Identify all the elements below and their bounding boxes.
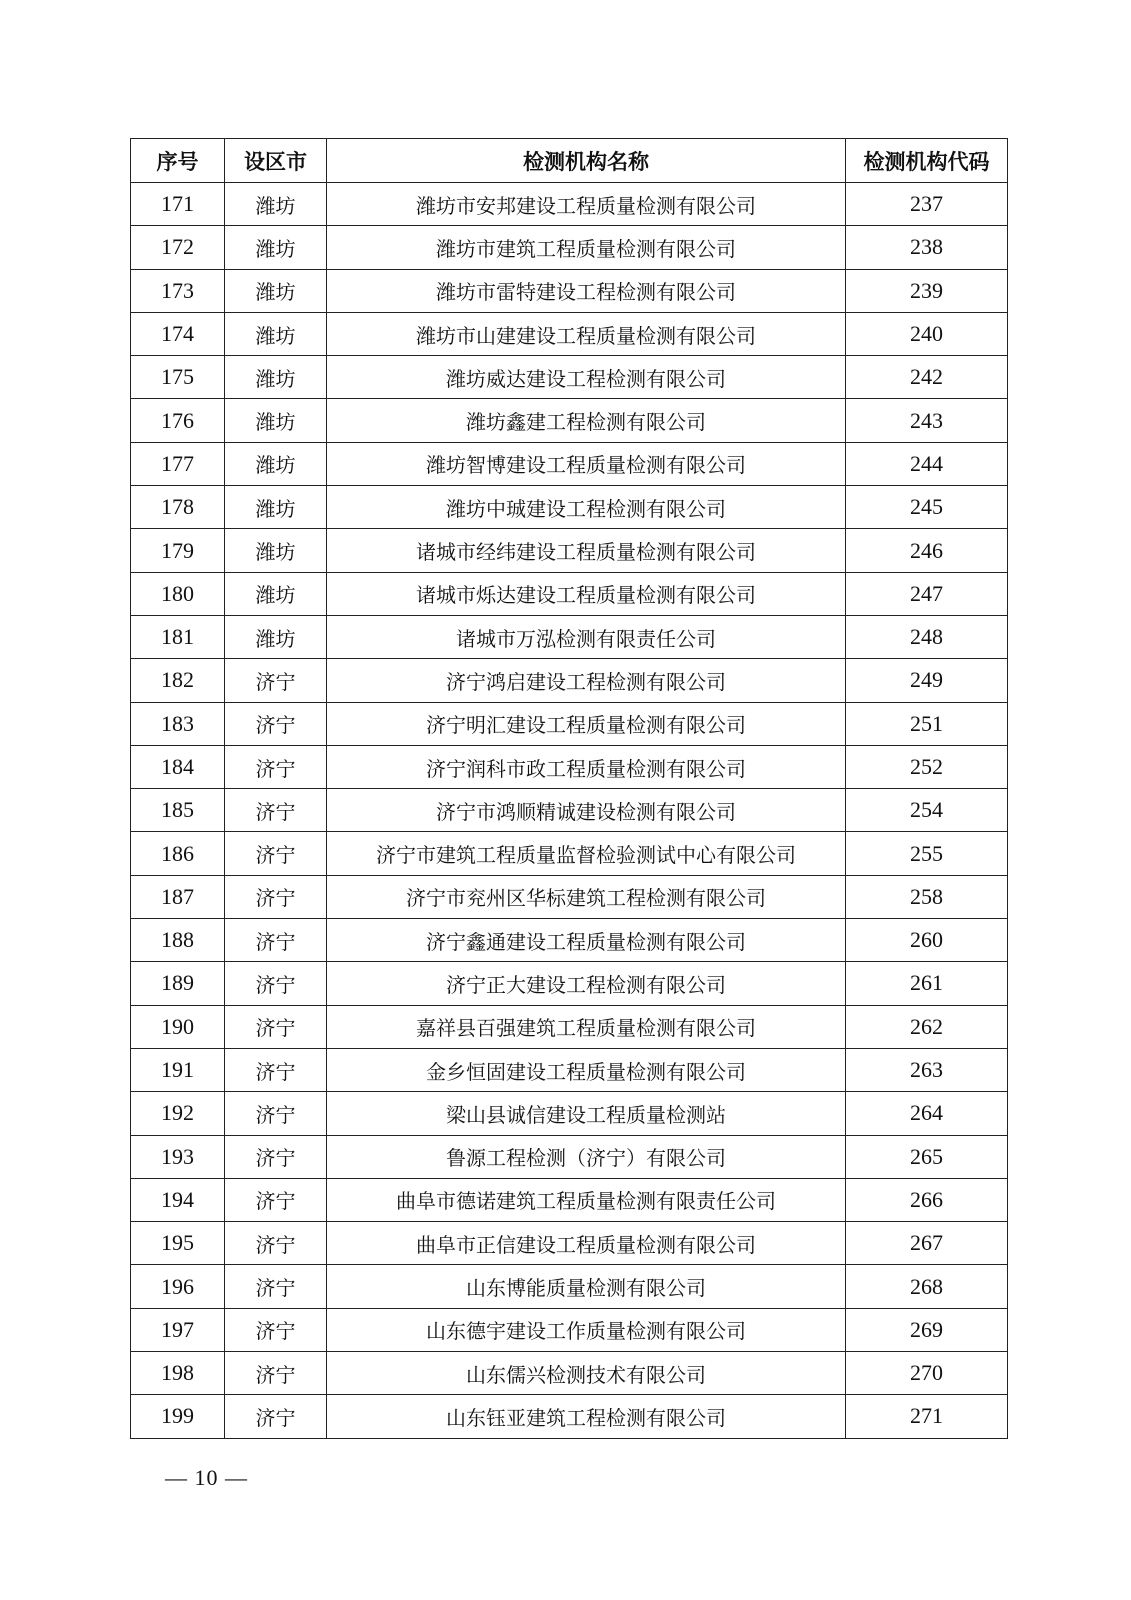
table-row bbox=[131, 1308, 1008, 1351]
cell-city: 济宁 bbox=[225, 745, 327, 788]
cell-city: 潍坊 bbox=[225, 312, 327, 355]
table-row bbox=[131, 615, 1008, 658]
cell-institution-name: 潍坊市安邦建设工程质量检测有限公司 bbox=[327, 183, 846, 226]
cell-city: 济宁 bbox=[225, 1005, 327, 1048]
cell-institution-name: 济宁明汇建设工程质量检测有限公司 bbox=[327, 702, 846, 745]
cell-institution-code: 239 bbox=[846, 269, 1008, 312]
table-row bbox=[131, 919, 1008, 962]
table-row bbox=[131, 399, 1008, 442]
table-row bbox=[131, 659, 1008, 702]
cell-institution-name: 山东德宇建设工作质量检测有限公司 bbox=[327, 1308, 846, 1351]
cell-institution-code: 270 bbox=[846, 1352, 1008, 1395]
cell-serial-number: 197 bbox=[131, 1308, 225, 1351]
cell-institution-name: 山东钰亚建筑工程检测有限公司 bbox=[327, 1395, 846, 1438]
cell-serial-number: 177 bbox=[131, 442, 225, 485]
cell-city: 济宁 bbox=[225, 702, 327, 745]
cell-institution-code: 268 bbox=[846, 1265, 1008, 1308]
cell-institution-name: 济宁市鸿顺精诚建设检测有限公司 bbox=[327, 789, 846, 832]
cell-city: 济宁 bbox=[225, 1178, 327, 1221]
cell-institution-code: 244 bbox=[846, 442, 1008, 485]
table-row bbox=[131, 1135, 1008, 1178]
cell-city: 潍坊 bbox=[225, 183, 327, 226]
page-number: — 10 — bbox=[165, 1465, 248, 1490]
cell-institution-name: 潍坊市建筑工程质量检测有限公司 bbox=[327, 226, 846, 269]
cell-institution-name: 济宁市建筑工程质量监督检验测试中心有限公司 bbox=[327, 832, 846, 875]
cell-institution-code: 237 bbox=[846, 183, 1008, 226]
cell-serial-number: 173 bbox=[131, 269, 225, 312]
cell-institution-name: 嘉祥县百强建筑工程质量检测有限公司 bbox=[327, 1005, 846, 1048]
cell-serial-number: 185 bbox=[131, 789, 225, 832]
cell-institution-name: 山东儒兴检测技术有限公司 bbox=[327, 1352, 846, 1395]
cell-city: 潍坊 bbox=[225, 486, 327, 529]
table-row bbox=[131, 529, 1008, 572]
cell-institution-code: 246 bbox=[846, 529, 1008, 572]
cell-city: 济宁 bbox=[225, 962, 327, 1005]
table-row bbox=[131, 1092, 1008, 1135]
cell-institution-code: 255 bbox=[846, 832, 1008, 875]
table-body bbox=[131, 183, 1008, 1439]
table-row bbox=[131, 702, 1008, 745]
cell-serial-number: 190 bbox=[131, 1005, 225, 1048]
cell-institution-name: 潍坊威达建设工程检测有限公司 bbox=[327, 356, 846, 399]
cell-city: 济宁 bbox=[225, 832, 327, 875]
cell-serial-number: 172 bbox=[131, 226, 225, 269]
cell-city: 济宁 bbox=[225, 1308, 327, 1351]
cell-institution-name: 山东博能质量检测有限公司 bbox=[327, 1265, 846, 1308]
cell-institution-code: 247 bbox=[846, 572, 1008, 615]
cell-serial-number: 174 bbox=[131, 312, 225, 355]
cell-city: 济宁 bbox=[225, 1135, 327, 1178]
table-row bbox=[131, 745, 1008, 788]
table-row bbox=[131, 356, 1008, 399]
cell-city: 济宁 bbox=[225, 1352, 327, 1395]
header-city: 设区市 bbox=[225, 139, 327, 183]
table-row bbox=[131, 183, 1008, 226]
cell-serial-number: 191 bbox=[131, 1048, 225, 1091]
cell-institution-code: 248 bbox=[846, 615, 1008, 658]
cell-serial-number: 181 bbox=[131, 615, 225, 658]
cell-serial-number: 179 bbox=[131, 529, 225, 572]
cell-serial-number: 193 bbox=[131, 1135, 225, 1178]
table-row bbox=[131, 789, 1008, 832]
cell-institution-name: 济宁市兖州区华标建筑工程检测有限公司 bbox=[327, 875, 846, 918]
cell-institution-name: 潍坊市雷特建设工程检测有限公司 bbox=[327, 269, 846, 312]
cell-city: 潍坊 bbox=[225, 399, 327, 442]
cell-institution-code: 263 bbox=[846, 1048, 1008, 1091]
cell-city: 济宁 bbox=[225, 789, 327, 832]
cell-city: 济宁 bbox=[225, 1048, 327, 1091]
institution-table-container bbox=[130, 138, 1007, 1439]
cell-institution-name: 诸城市烁达建设工程质量检测有限公司 bbox=[327, 572, 846, 615]
cell-institution-name: 鲁源工程检测（济宁）有限公司 bbox=[327, 1135, 846, 1178]
cell-serial-number: 186 bbox=[131, 832, 225, 875]
cell-institution-code: 262 bbox=[846, 1005, 1008, 1048]
table-header-row bbox=[131, 139, 1008, 183]
cell-city: 济宁 bbox=[225, 919, 327, 962]
table-row bbox=[131, 832, 1008, 875]
cell-institution-code: 258 bbox=[846, 875, 1008, 918]
table-row bbox=[131, 1395, 1008, 1438]
cell-institution-code: 254 bbox=[846, 789, 1008, 832]
cell-institution-name: 潍坊市山建建设工程质量检测有限公司 bbox=[327, 312, 846, 355]
cell-institution-code: 245 bbox=[846, 486, 1008, 529]
table-row bbox=[131, 1222, 1008, 1265]
cell-city: 潍坊 bbox=[225, 572, 327, 615]
institution-table bbox=[130, 138, 1008, 1439]
header-institution-name: 检测机构名称 bbox=[327, 139, 846, 183]
cell-institution-code: 261 bbox=[846, 962, 1008, 1005]
table-row bbox=[131, 312, 1008, 355]
cell-serial-number: 192 bbox=[131, 1092, 225, 1135]
cell-serial-number: 199 bbox=[131, 1395, 225, 1438]
cell-institution-code: 252 bbox=[846, 745, 1008, 788]
table-row bbox=[131, 1005, 1008, 1048]
table-row bbox=[131, 442, 1008, 485]
cell-serial-number: 184 bbox=[131, 745, 225, 788]
cell-institution-name: 曲阜市正信建设工程质量检测有限公司 bbox=[327, 1222, 846, 1265]
cell-city: 潍坊 bbox=[225, 356, 327, 399]
cell-institution-name: 金乡恒固建设工程质量检测有限公司 bbox=[327, 1048, 846, 1091]
cell-institution-code: 271 bbox=[846, 1395, 1008, 1438]
cell-serial-number: 178 bbox=[131, 486, 225, 529]
table-row bbox=[131, 1265, 1008, 1308]
cell-institution-name: 曲阜市德诺建筑工程质量检测有限责任公司 bbox=[327, 1178, 846, 1221]
cell-institution-code: 240 bbox=[846, 312, 1008, 355]
table-row bbox=[131, 1352, 1008, 1395]
cell-serial-number: 171 bbox=[131, 183, 225, 226]
cell-serial-number: 182 bbox=[131, 659, 225, 702]
cell-institution-code: 269 bbox=[846, 1308, 1008, 1351]
table-row bbox=[131, 226, 1008, 269]
cell-institution-name: 诸城市万泓检测有限责任公司 bbox=[327, 615, 846, 658]
cell-institution-name: 潍坊智博建设工程质量检测有限公司 bbox=[327, 442, 846, 485]
cell-institution-name: 潍坊中珹建设工程检测有限公司 bbox=[327, 486, 846, 529]
cell-institution-name: 济宁鸿启建设工程检测有限公司 bbox=[327, 659, 846, 702]
cell-institution-code: 251 bbox=[846, 702, 1008, 745]
table-row bbox=[131, 1178, 1008, 1221]
cell-city: 济宁 bbox=[225, 1092, 327, 1135]
cell-institution-name: 济宁鑫通建设工程质量检测有限公司 bbox=[327, 919, 846, 962]
cell-institution-name: 潍坊鑫建工程检测有限公司 bbox=[327, 399, 846, 442]
cell-serial-number: 180 bbox=[131, 572, 225, 615]
cell-serial-number: 198 bbox=[131, 1352, 225, 1395]
cell-city: 潍坊 bbox=[225, 226, 327, 269]
cell-city: 济宁 bbox=[225, 1395, 327, 1438]
cell-institution-code: 242 bbox=[846, 356, 1008, 399]
cell-city: 潍坊 bbox=[225, 442, 327, 485]
cell-institution-name: 济宁润科市政工程质量检测有限公司 bbox=[327, 745, 846, 788]
cell-city: 济宁 bbox=[225, 875, 327, 918]
cell-institution-name: 诸城市经纬建设工程质量检测有限公司 bbox=[327, 529, 846, 572]
cell-institution-name: 济宁正大建设工程检测有限公司 bbox=[327, 962, 846, 1005]
cell-institution-code: 238 bbox=[846, 226, 1008, 269]
cell-serial-number: 196 bbox=[131, 1265, 225, 1308]
cell-serial-number: 195 bbox=[131, 1222, 225, 1265]
cell-serial-number: 176 bbox=[131, 399, 225, 442]
table-row bbox=[131, 572, 1008, 615]
cell-institution-code: 249 bbox=[846, 659, 1008, 702]
cell-institution-code: 266 bbox=[846, 1178, 1008, 1221]
cell-institution-code: 265 bbox=[846, 1135, 1008, 1178]
cell-city: 济宁 bbox=[225, 1265, 327, 1308]
table-row bbox=[131, 962, 1008, 1005]
header-institution-code: 检测机构代码 bbox=[846, 139, 1008, 183]
table-row bbox=[131, 875, 1008, 918]
cell-serial-number: 183 bbox=[131, 702, 225, 745]
cell-city: 潍坊 bbox=[225, 529, 327, 572]
table-row bbox=[131, 269, 1008, 312]
cell-city: 潍坊 bbox=[225, 269, 327, 312]
cell-institution-code: 264 bbox=[846, 1092, 1008, 1135]
cell-serial-number: 175 bbox=[131, 356, 225, 399]
cell-serial-number: 194 bbox=[131, 1178, 225, 1221]
cell-serial-number: 187 bbox=[131, 875, 225, 918]
cell-institution-code: 243 bbox=[846, 399, 1008, 442]
cell-institution-code: 260 bbox=[846, 919, 1008, 962]
cell-institution-name: 梁山县诚信建设工程质量检测站 bbox=[327, 1092, 846, 1135]
cell-city: 济宁 bbox=[225, 1222, 327, 1265]
cell-city: 济宁 bbox=[225, 659, 327, 702]
cell-serial-number: 188 bbox=[131, 919, 225, 962]
header-serial-number: 序号 bbox=[131, 139, 225, 183]
cell-institution-code: 267 bbox=[846, 1222, 1008, 1265]
table-row bbox=[131, 486, 1008, 529]
table-row bbox=[131, 1048, 1008, 1091]
cell-serial-number: 189 bbox=[131, 962, 225, 1005]
cell-city: 潍坊 bbox=[225, 615, 327, 658]
